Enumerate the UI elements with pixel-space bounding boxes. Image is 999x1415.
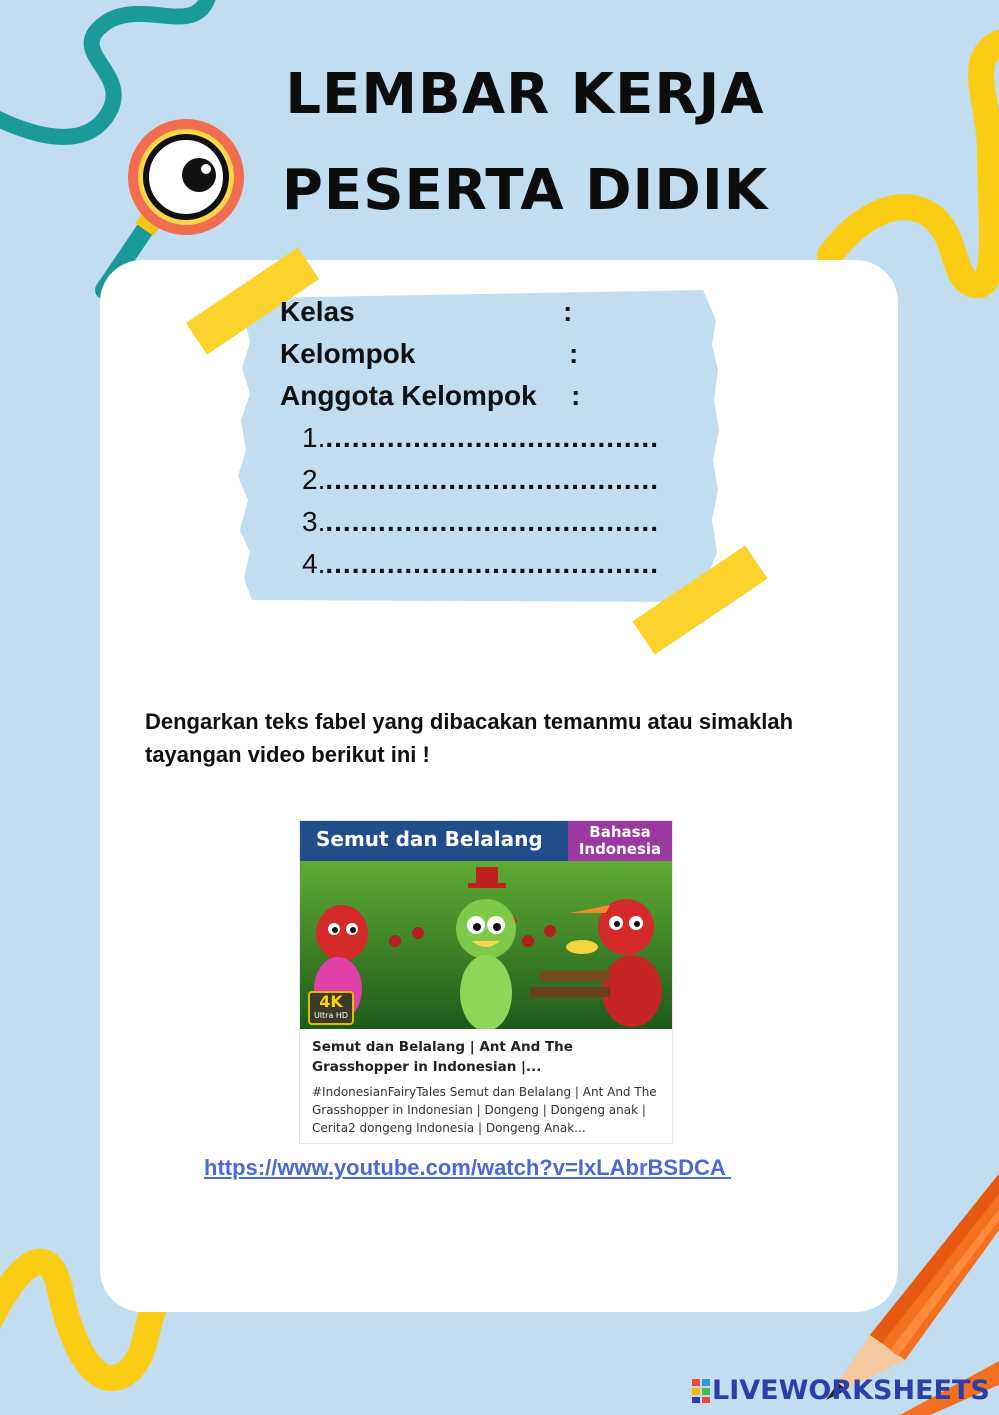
kelas-label: Kelas bbox=[280, 296, 355, 327]
title-line-2: PESERTA DIDIK bbox=[281, 158, 769, 223]
thumbnail-lang-line-2: Indonesia bbox=[578, 840, 662, 858]
anggota-colon: : bbox=[571, 380, 581, 411]
video-description: #IndonesianFairyTales Semut dan Belalang | Ant And The Grasshopper in Indonesian | Dongeng | Dongeng anak | Cerita2 dongeng Indonesia | Dongeng Anak... bbox=[312, 1085, 657, 1135]
kelompok-colon: : bbox=[569, 338, 579, 369]
member-line-3[interactable] bbox=[302, 506, 659, 538]
thumbnail-language-badge bbox=[568, 821, 672, 861]
instruction-line-2: tayangan video berikut ini ! bbox=[145, 742, 430, 767]
video-thumbnail[interactable] bbox=[300, 821, 672, 1029]
4k-badge bbox=[308, 991, 354, 1025]
member-blank: ...................................... bbox=[325, 464, 659, 495]
member-line-4[interactable] bbox=[302, 548, 659, 580]
ultra-hd-text: Ultra HD bbox=[313, 1011, 349, 1020]
title-line-1: LEMBAR KERJA bbox=[285, 62, 765, 127]
member-number: 4. bbox=[302, 548, 326, 579]
member-line-1[interactable] bbox=[302, 422, 659, 454]
instruction-line-1: Dengarkan teks fabel yang dibacakan temanmu atau simaklah bbox=[145, 709, 794, 734]
video-title[interactable] bbox=[312, 1037, 662, 1077]
anggota-label: Anggota Kelompok bbox=[280, 380, 537, 411]
member-number: 2. bbox=[302, 464, 326, 495]
kelompok-label: Kelompok bbox=[280, 338, 416, 369]
instruction-text bbox=[145, 705, 865, 771]
4k-badge-text: 4K bbox=[319, 992, 343, 1011]
video-title-line-2: Grasshopper in Indonesian |... bbox=[312, 1059, 542, 1075]
youtube-link[interactable]: https://www.youtube.com/watch?v=IxLAbrBSDCA bbox=[204, 1155, 732, 1180]
video-title-line-1: Semut dan Belalang | Ant And The bbox=[312, 1039, 573, 1055]
kelas-colon: : bbox=[563, 296, 573, 327]
video-embed-card[interactable] bbox=[300, 821, 672, 1143]
liveworksheets-wordmark: LIVEWORKSHEETS bbox=[712, 1375, 990, 1406]
member-blank: ...................................... bbox=[325, 548, 659, 579]
member-line-2[interactable] bbox=[302, 464, 659, 496]
member-blank: ...................................... bbox=[325, 506, 659, 537]
member-number: 3. bbox=[302, 506, 326, 537]
thumbnail-title: Semut dan Belalang bbox=[316, 827, 543, 851]
member-blank: ...................................... bbox=[325, 422, 659, 453]
thumbnail-lang-line-1: Bahasa bbox=[589, 823, 651, 841]
member-number: 1. bbox=[302, 422, 326, 453]
liveworksheets-icon bbox=[692, 1379, 710, 1403]
